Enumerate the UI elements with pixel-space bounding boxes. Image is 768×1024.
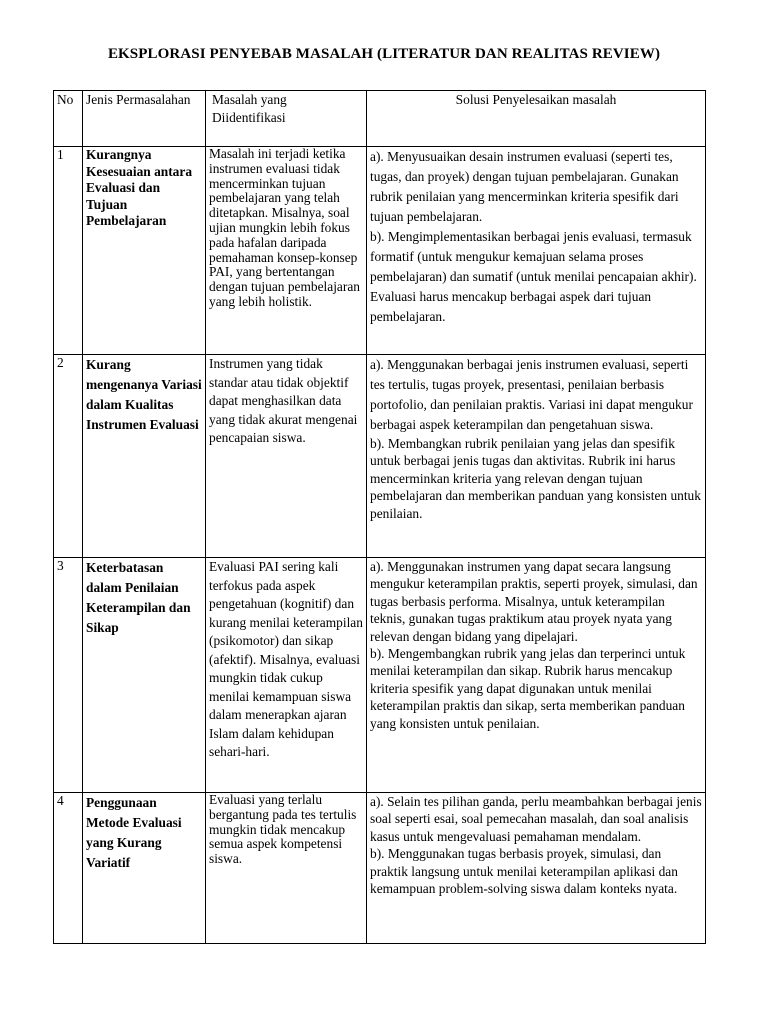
row-masalah: Masalah ini terjadi ketika instrumen evaluasi tidak mencerminkan tujuan pembelajaran yang telah ditetapkan. Misalnya, soal ujian mungkin lebih fokus pada hafalan daripada pemahaman konsep-konsep PAI, yang bertentangan dengan tujuan pembelajaran yang lebih holistik. bbox=[206, 147, 367, 355]
solusi-b: b). Mengembangkan rubrik yang jelas dan terperinci untuk menilai keterampilan dan sikap. Rubrik harus mencakup kriteria spesifik yang dapat digunakan untuk menilai keterampilan praktis dan sikap, serta memberikan panduan yang konsisten untuk penilaian. bbox=[370, 646, 686, 731]
table-row bbox=[54, 793, 706, 944]
solusi-a: a). Menggunakan berbagai jenis instrumen evaluasi, seperti tes tertulis, tugas proyek, presentasi, penilaian berbasis portofolio, dan penilaian praktis. Variasi ini dapat mengukur berbagai aspek keterampilan dan pengetahuan siswa. bbox=[370, 357, 693, 432]
table-header-row bbox=[54, 91, 706, 147]
header-masalah bbox=[206, 91, 367, 147]
solusi-b: b). Menggunakan tugas berbasis proyek, simulasi, dan praktik langsung untuk menilai keterampilan aplikasi dan kemampuan problem-solving siswa dalam konteks nyata. bbox=[370, 846, 678, 897]
row-masalah: Evaluasi yang terlalu bergantung pada tes tertulis mungkin tidak mencakup semua aspek kompetensi siswa. bbox=[206, 793, 367, 944]
table-row bbox=[54, 558, 706, 793]
header-jenis: Jenis Permasalahan bbox=[83, 91, 206, 147]
row-number: 1 bbox=[54, 147, 83, 355]
row-masalah: Instrumen yang tidak standar atau tidak objektif dapat menghasilkan data yang tidak akurat mengenai pencapaian siswa. bbox=[206, 355, 367, 558]
row-jenis: Kurang mengenanya Variasi dalam Kualitas Instrumen Evaluasi bbox=[83, 355, 206, 558]
table-row bbox=[54, 355, 706, 558]
row-jenis: Keterbatasan dalam Penilaian Keterampilan dan Sikap bbox=[83, 558, 206, 793]
row-jenis: Penggunaan Metode Evaluasi yang Kurang Variatif bbox=[83, 793, 206, 944]
solusi-b: b). Membangkan rubrik penilaian yang jelas dan spesifik untuk berbagai jenis tugas dan aktivitas. Rubrik ini harus mencerminkan kriteria yang relevan dengan tujuan pembelajaran dan memberikan panduan yang konsisten untuk penilaian. bbox=[370, 436, 701, 521]
row-number: 3 bbox=[54, 558, 83, 793]
row-jenis: Kurangnya Kesesuaian antara Evaluasi dan Tujuan Pembelajaran bbox=[83, 147, 206, 355]
row-solusi bbox=[367, 793, 706, 944]
row-masalah: Evaluasi PAI sering kali terfokus pada aspek pengetahuan (kognitif) dan kurang menilai keterampilan (psikomotor) dan sikap (afektif). Misalnya, evaluasi mungkin tidak cukup menilai kemampuan siswa dalam menerapkan ajaran Islam dalam kehidupan sehari-hari. bbox=[206, 558, 367, 793]
row-number: 4 bbox=[54, 793, 83, 944]
document-title: EKSPLORASI PENYEBAB MASALAH (LITERATUR DAN REALITAS REVIEW) bbox=[107, 46, 661, 62]
header-masalah-text: Masalah yang Diidentifikasi bbox=[212, 92, 287, 125]
row-number: 2 bbox=[54, 355, 83, 558]
problem-table bbox=[53, 90, 706, 944]
solusi-b: b). Mengimplementasikan berbagai jenis evaluasi, termasuk formatif (untuk mengukur kemajuan selama proses pembelajaran) dan sumatif (untuk menilai pencapaian akhir). Evaluasi harus mencakup berbagai aspek dari tujuan pembelajaran. bbox=[370, 229, 697, 324]
table-row bbox=[54, 147, 706, 355]
header-solusi: Solusi Penyelesaikan masalah bbox=[367, 91, 706, 147]
header-no: No bbox=[54, 91, 83, 147]
solusi-a: a). Menggunakan instrumen yang dapat secara langsung mengukur keterampilan praktis, seperti proyek, simulasi, dan tugas berbasis performa. Misalnya, untuk keterampilan teknis, gunakan tugas praktikum atau proyek nyata yang relevan dengan bidang yang dipelajari. bbox=[370, 559, 698, 644]
row-solusi bbox=[367, 355, 706, 558]
solusi-a: a). Selain tes pilihan ganda, perlu meambahkan berbagai jenis soal seperti esai, soal pemecahan masalah, dan soal analisis kasus untuk mengevaluasi pemahaman mendalam. bbox=[370, 794, 702, 844]
row-solusi bbox=[367, 147, 706, 355]
solusi-a: a). Menyusuaikan desain instrumen evaluasi (seperti tes, tugas, dan proyek) dengan tujuan pembelajaran. Gunakan rubrik penilaian yang mencerminkan kriteria spesifik dari tujuan pembelajaran. bbox=[370, 149, 679, 224]
row-solusi bbox=[367, 558, 706, 793]
